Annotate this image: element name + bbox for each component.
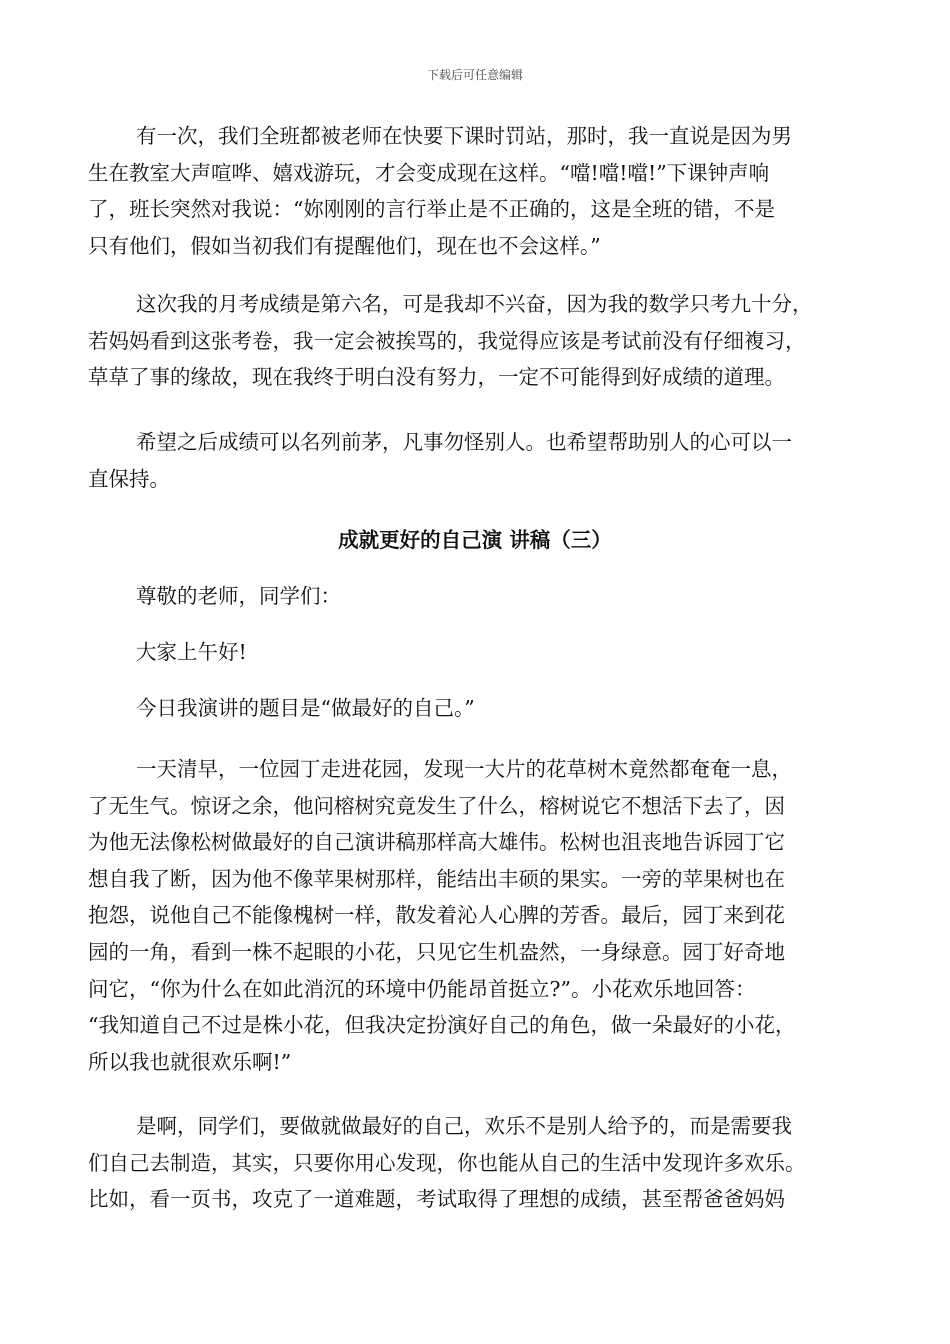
text-line: 有一次，我们全班都被老师在快要下课时罚站，那时，我一直说是因为男 — [136, 124, 792, 148]
text-line: 比如，看一页书，攻克了一道难题，考试取得了理想的成绩，甚至帮爸爸妈妈 — [88, 1187, 785, 1212]
hello-line — [88, 634, 854, 671]
text-line: 今日我演讲的题目是“做最好的自己。” — [136, 696, 475, 720]
text-line: 问它，“你为什么在如此消沉的环境中仍能昂首挺立?”。小花欢乐地回答： — [88, 976, 756, 1001]
paragraph-2 — [88, 286, 854, 396]
text-line: 尊敬的老师，同学们： — [136, 584, 341, 608]
text-line: 草草了事的缘故，现在我终于明白没有努力，一定不可能得到好成绩的道理。 — [88, 365, 785, 390]
text-line: 只有他们，假如当初我们有提醒他们，现在也不会这样。” — [88, 233, 601, 258]
paragraph-1 — [88, 118, 854, 264]
text-line: 想自我了断，因为他不像苹果树那样，能结出丰硕的果实。一旁的苹果树也在 — [88, 866, 785, 891]
text-line: 一天清早，一位园丁走进花园，发现一大片的花草树木竟然都奄奄一息， — [136, 757, 792, 781]
paragraph-4 — [88, 751, 854, 1080]
text-line: 了，班长突然对我说：“妳刚刚的言行举止是不正确的，这是全班的错，不是 — [88, 197, 775, 222]
text-line: “我知道自己不过是株小花，但我决定扮演好自己的角色，做一朵最好的小花， — [88, 1013, 796, 1038]
text-line: 抱怨，说他自己不能像槐树一样，散发着沁人心脾的芳香。最后，园丁来到花 — [88, 903, 785, 928]
paragraph-3 — [88, 424, 854, 497]
greeting — [88, 578, 854, 615]
text-line: 大家上午好! — [136, 640, 247, 664]
text-line: 了无生气。惊讶之余，他问榕树究竟发生了什么，榕树说它不想活下去了，因 — [88, 793, 785, 818]
text-line: 所以我也就很欢乐啊!” — [88, 1049, 292, 1074]
text-line: 这次我的月考成绩是第六名，可是我却不兴奋，因为我的数学只考九十分， — [136, 292, 813, 316]
paragraph-5 — [88, 1108, 854, 1218]
text-line: 为他无法像松树做最好的自己演讲稿那样高大雄伟。松树也沮丧地告诉园丁它 — [88, 830, 785, 855]
text-line: 是啊，同学们，要做就做最好的自己，欢乐不是别人给予的，而是需要我 — [136, 1114, 792, 1138]
text-line: 希望之后成绩可以名列前茅，凡事勿怪别人。也希望帮助别人的心可以一 — [136, 430, 792, 454]
text-line: 若妈妈看到这张考卷，我一定会被挨骂的，我觉得应该是考试前没有仔细複习， — [88, 328, 806, 353]
section-title: 成就更好的自己演 讲稿（三） — [338, 528, 612, 552]
text-line: 们自己去制造，其实，只要你用心发现，你也能从自己的生活中发现许多欢乐。 — [88, 1150, 806, 1175]
page-header: 下载后可任意编辑 — [426, 68, 523, 82]
text-line: 生在教室大声喧哗、嬉戏游玩，才会变成现在这样。“噹!噹!噹!”下课钟声响 — [88, 160, 770, 185]
text-line: 园的一角，看到一株不起眼的小花，只见它生机盎然，一身绿意。园丁好奇地 — [88, 939, 785, 964]
topic-line — [88, 690, 854, 727]
text-line: 直保持。 — [88, 466, 170, 491]
